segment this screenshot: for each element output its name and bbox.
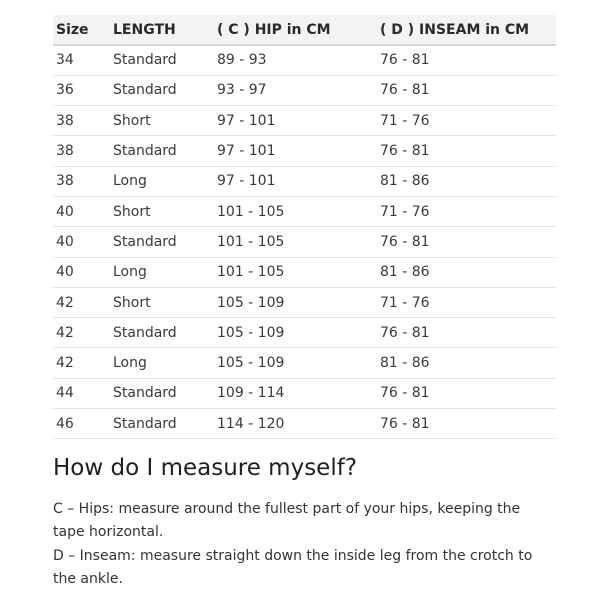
- cell-length: Standard: [110, 75, 214, 105]
- cell-size: 42: [53, 348, 110, 378]
- cell-inseam: 71 - 76: [377, 106, 556, 136]
- table-row: [53, 75, 556, 105]
- cell-length: Short: [110, 196, 214, 226]
- cell-size: 36: [53, 75, 110, 105]
- cell-size: 42: [53, 287, 110, 317]
- cell-inseam: 81 - 86: [377, 257, 556, 287]
- cell-length: Standard: [110, 318, 214, 348]
- cell-hip: 109 - 114: [214, 378, 377, 408]
- cell-inseam: 76 - 81: [377, 75, 556, 105]
- table-row: [53, 196, 556, 226]
- cell-hip: 101 - 105: [214, 257, 377, 287]
- inseam-instruction: D – Inseam: measure straight down the inside leg from the crotch to the ankle.: [53, 548, 533, 587]
- size-chart-header: [53, 15, 556, 45]
- cell-inseam: 81 - 86: [377, 166, 556, 196]
- cell-size: 38: [53, 106, 110, 136]
- hips-instruction: C – Hips: measure around the fullest part of your hips, keeping the tape horizontal.: [53, 501, 521, 540]
- table-row: [53, 378, 556, 408]
- cell-hip: 105 - 109: [214, 318, 377, 348]
- table-row: [53, 318, 556, 348]
- cell-hip: 114 - 120: [214, 409, 377, 439]
- header-inseam: ( D ) INSEAM in CM: [377, 15, 556, 45]
- cell-inseam: 76 - 81: [377, 409, 556, 439]
- table-row: [53, 227, 556, 257]
- cell-hip: 101 - 105: [214, 227, 377, 257]
- table-row: [53, 106, 556, 136]
- measure-heading: How do I measure myself?: [53, 455, 358, 481]
- cell-size: 38: [53, 136, 110, 166]
- cell-inseam: 76 - 81: [377, 45, 556, 75]
- cell-hip: 101 - 105: [214, 196, 377, 226]
- cell-size: 40: [53, 227, 110, 257]
- cell-inseam: 81 - 86: [377, 348, 556, 378]
- cell-inseam: 76 - 81: [377, 227, 556, 257]
- table-row: [53, 45, 556, 75]
- cell-inseam: 76 - 81: [377, 318, 556, 348]
- cell-hip: 89 - 93: [214, 45, 377, 75]
- cell-length: Short: [110, 287, 214, 317]
- cell-size: 44: [53, 378, 110, 408]
- cell-length: Standard: [110, 409, 214, 439]
- cell-hip: 105 - 109: [214, 348, 377, 378]
- cell-hip: 97 - 101: [214, 136, 377, 166]
- header-size: Size: [53, 15, 110, 45]
- header-length: LENGTH: [110, 15, 214, 45]
- cell-inseam: 76 - 81: [377, 378, 556, 408]
- cell-length: Standard: [110, 227, 214, 257]
- cell-hip: 97 - 101: [214, 106, 377, 136]
- cell-inseam: 71 - 76: [377, 196, 556, 226]
- cell-length: Long: [110, 166, 214, 196]
- cell-length: Long: [110, 257, 214, 287]
- cell-hip: 93 - 97: [214, 75, 377, 105]
- header-row: [53, 15, 556, 45]
- table-row: [53, 257, 556, 287]
- cell-hip: 97 - 101: [214, 166, 377, 196]
- cell-size: 40: [53, 257, 110, 287]
- table-row: [53, 348, 556, 378]
- cell-size: 46: [53, 409, 110, 439]
- size-chart-body: [53, 45, 556, 439]
- cell-length: Standard: [110, 136, 214, 166]
- cell-size: 34: [53, 45, 110, 75]
- cell-length: Short: [110, 106, 214, 136]
- table-row: [53, 166, 556, 196]
- size-chart-table: [53, 15, 556, 439]
- table-row: [53, 409, 556, 439]
- cell-length: Standard: [110, 45, 214, 75]
- header-hip: ( C ) HIP in CM: [214, 15, 377, 45]
- table-row: [53, 287, 556, 317]
- cell-size: 42: [53, 318, 110, 348]
- cell-inseam: 71 - 76: [377, 287, 556, 317]
- cell-inseam: 76 - 81: [377, 136, 556, 166]
- table-row: [53, 136, 556, 166]
- cell-length: Long: [110, 348, 214, 378]
- cell-hip: 105 - 109: [214, 287, 377, 317]
- cell-length: Standard: [110, 378, 214, 408]
- cell-size: 38: [53, 166, 110, 196]
- cell-size: 40: [53, 196, 110, 226]
